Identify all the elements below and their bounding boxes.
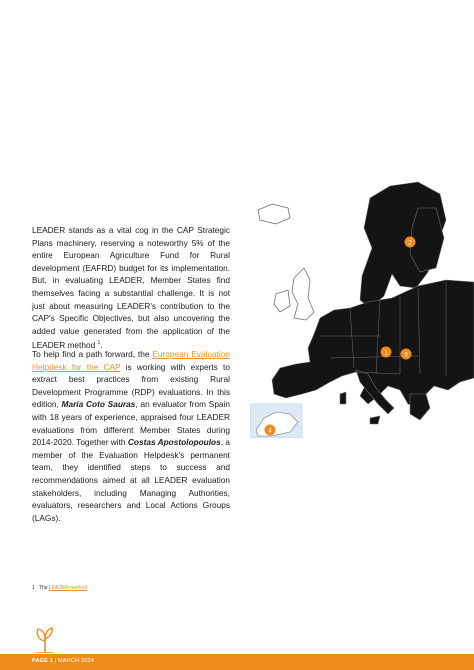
- footer-date: MARCH 2024: [58, 658, 95, 664]
- marker-3[interactable]: [401, 349, 412, 360]
- intro-end: .: [100, 340, 103, 351]
- p2-intro: To help find a path forward, the: [32, 349, 153, 359]
- footnote-ref[interactable]: 1: [97, 340, 101, 347]
- marker-4[interactable]: [265, 425, 276, 436]
- footer-text: [32, 658, 94, 664]
- p2-text-1: is working with experts to extract best practices from existing Rural Development Programme (RDP) evaluations. In this edition,: [32, 361, 230, 410]
- footnote-prefix: The: [38, 585, 48, 591]
- europe-map: [250, 168, 474, 438]
- footer-bar: [0, 654, 474, 670]
- sprout-icon: [34, 625, 56, 653]
- britain-shape: [292, 268, 314, 320]
- iceland-shape: [258, 204, 290, 224]
- page-number: PAGE 1: [32, 658, 53, 664]
- marker-2-label: 1: [384, 350, 388, 357]
- footnote-number: 1: [32, 585, 35, 591]
- intro-paragraph: [32, 224, 230, 352]
- marker-1[interactable]: [405, 237, 416, 248]
- marker-4-label: 4: [268, 428, 272, 435]
- helpdesk-paragraph: [32, 348, 230, 524]
- person-maria: María Coto Sauras: [61, 399, 136, 410]
- greece-shape: [410, 394, 430, 420]
- footnote: [32, 585, 87, 591]
- marker-2[interactable]: [381, 347, 392, 358]
- marker-1-label: 2: [408, 240, 412, 247]
- marker-3-label: 3: [404, 352, 408, 359]
- p2-text-2: , an evaluator from Spain with 18 years of experience, appraised four LEADER evaluations from different Member States during 2014-2020. Together with: [32, 399, 231, 448]
- p2-text-3: , a member of the Evaluation Helpdesk's permanent team, they identified steps to success and recommendations aimed at all LEADER evaluation stakeholders, including Managing Authorities, evaluators, researchers and Local Actions Groups (LAGs).: [32, 437, 230, 523]
- ireland-shape: [274, 290, 290, 312]
- footer-separator: |: [54, 658, 57, 664]
- helpdesk-link[interactable]: European Evaluation Helpdesk for the CAP: [32, 349, 230, 372]
- intro-text: LEADER stands as a vital cog in the CAP Strategic Plans machinery, reserving a noteworthy 5% of the entire European Agriculture Fund for Rural development (EAFRD) budget for its implementation. But, in evaluating LEADER, Member States find themselves facing a substantial challenge. It is not just about measuring LEADER's contribution to the CAP's Specific Objectives, but also uncovering the added value generated from the application of the LEADER method: [32, 225, 230, 351]
- person-costas: Costas Apostolopoulos: [127, 437, 221, 448]
- footnote-link[interactable]: LEADER method: [48, 585, 87, 591]
